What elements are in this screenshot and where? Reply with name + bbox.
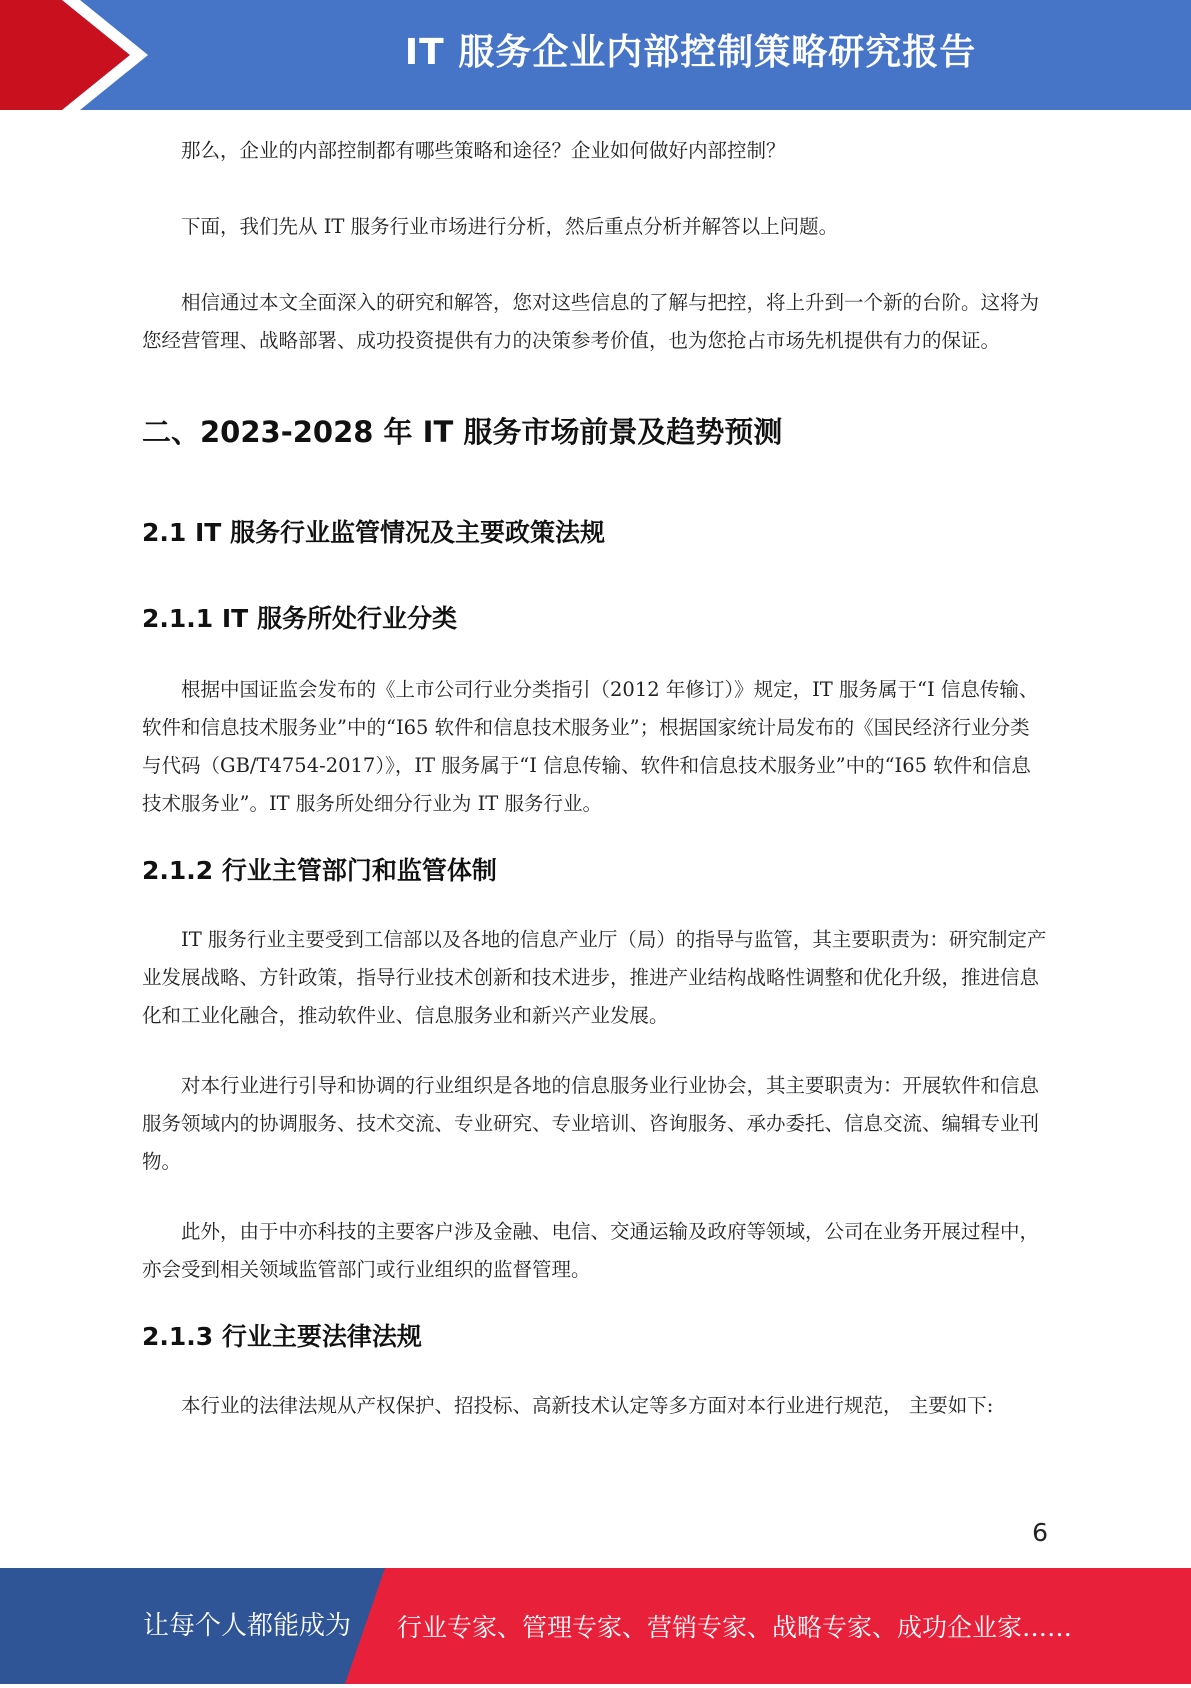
paragraph-intro-plan: 下面，我们先从 IT 服务行业市场进行分析，然后重点分析并解答以上问题。 (181, 215, 839, 238)
header-band (0, 0, 1191, 110)
paragraph-industry-classification: 根据中国证监会发布的《上市公司行业分类指引（2012 年修订）》规定，IT 服务属于“I 信息传输、软件和信息技术服务业”中的“I65 软件和信息技术服务业”；根据国家统计局发布的《国民经济行业分类与代码（GB/T4754-2017）》，IT 服务属于“I 信息传输、软件和信息技术服务业”中的“I65 软件和信息技术服务业”。IT 服务所处细分行业为 IT 服务行业。 (142, 678, 1039, 815)
paragraph-regulator: IT 服务行业主要受到工信部以及各地的信息产业厅（局）的指导与监管，其主要职责为：研究制定产业发展战略、方针政策，指导行业技术创新和技术进步，推进产业结构战略性调整和优化升级，推进信息化和工业化融合，推动软件业、信息服务业和新兴产业发展。 (142, 928, 1047, 1027)
footer-slogan-right: 行业专家、管理专家、营销专家、战略专家、成功企业家…… (397, 1613, 1073, 1642)
footer-slogan-left: 让每个人都能成为 (143, 1611, 352, 1641)
paragraph-intro-question: 那么，企业的内部控制都有哪些策略和途径？企业如何做好内部控制？ (181, 139, 786, 162)
paragraph-industry-association: 对本行业进行引导和协调的行业组织是各地的信息服务业行业协会，其主要职责为：开展软件和信息服务领域内的协调服务、技术交流、专业研究、专业培训、咨询服务、承办委托、信息交流、编辑专业刊物。 (142, 1074, 1040, 1173)
paragraph-intro-value: 相信通过本文全面深入的研究和解答，您对这些信息的了解与把控，将上升到一个新的台阶。这将为您经营管理、战略部署、成功投资提供有力的决策参考价值，也为您抢占市场先机提供有力的保证。 (142, 291, 1040, 352)
page-number: 6 (1032, 1518, 1048, 1547)
section-heading-2: 二、2023-2028 年 IT 服务市场前景及趋势预测 (142, 415, 783, 449)
paragraph-laws-intro: 本行业的法律法规从产权保护、招投标、高新技术认定等多方面对本行业进行规范， 主要如下: (181, 1394, 994, 1417)
subsection-heading-2-1-2: 2.1.2 行业主管部门和监管体制 (142, 856, 497, 885)
report-title: IT 服务企业内部控制策略研究报告 (404, 32, 977, 73)
header-chevron-decoration (0, 0, 160, 110)
page-body (142, 132, 1047, 1425)
footer-band (0, 1568, 1191, 1684)
subsection-heading-2-1: 2.1 IT 服务行业监管情况及主要政策法规 (142, 518, 606, 547)
subsection-heading-2-1-1: 2.1.1 IT 服务所处行业分类 (142, 604, 457, 633)
subsection-heading-2-1-3: 2.1.3 行业主要法律法规 (142, 1322, 422, 1351)
paragraph-other-supervision: 此外，由于中亦科技的主要客户涉及金融、电信、交通运输及政府等领域，公司在业务开展过程中，亦会受到相关领域监管部门或行业组织的监督管理。 (142, 1220, 1040, 1281)
